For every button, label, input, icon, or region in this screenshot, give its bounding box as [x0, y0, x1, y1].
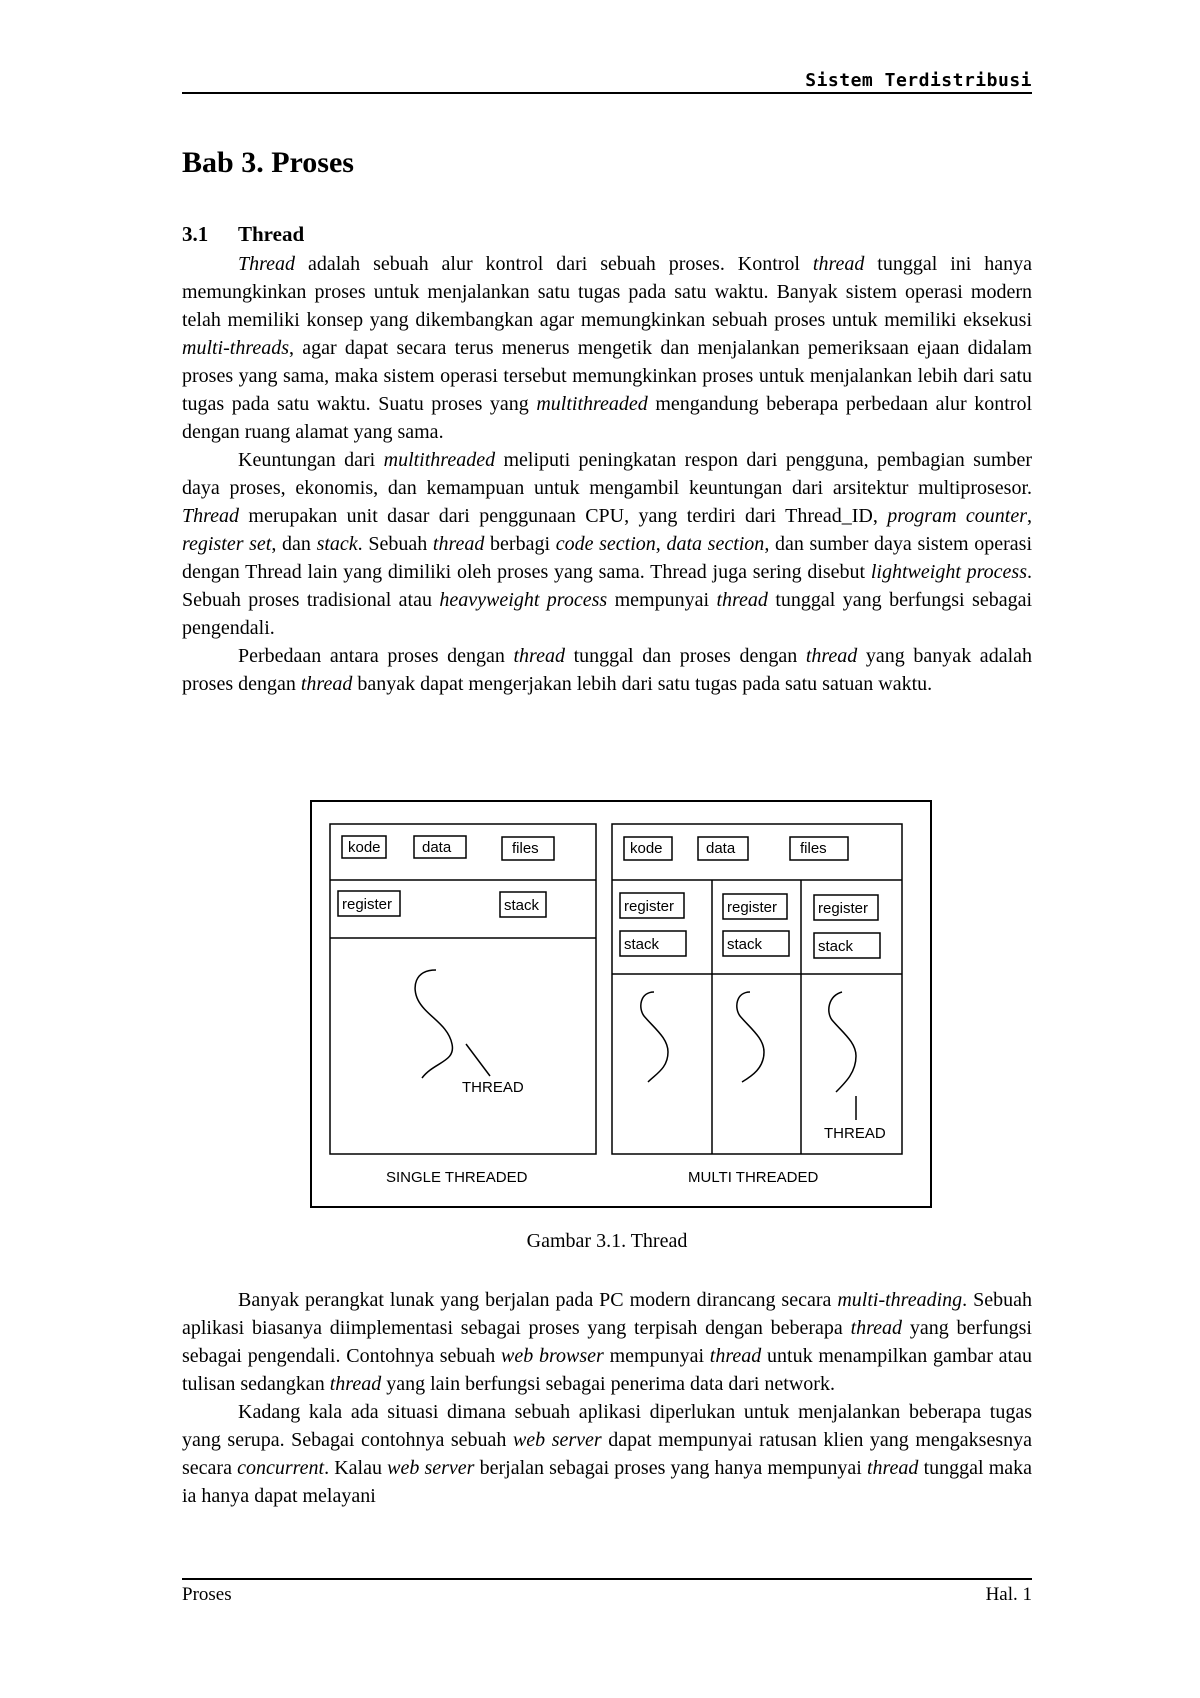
body-text-lower: [182, 1286, 1032, 1510]
page-number: Hal. 1: [985, 1584, 1032, 1605]
single-caption: SINGLE THREADED: [386, 1169, 528, 1186]
single-stack-label: stack: [504, 897, 540, 914]
paragraph: Thread adalah sebuah alur kontrol dari sebuah proses. Kontrol thread tunggal ini hanya memungkinkan proses untuk menjalankan satu tugas pada satu waktu. Banyak sistem operasi modern telah memiliki konsep yang dikembangkan agar memungkinkan sebuah proses untuk memiliki eksekusi multi-threads, agar dapat secara terus menerus mengetik dan menjalankan pemeriksaan ejaan didalam proses yang sama, maka sistem operasi tersebut memungkinkan proses untuk menjalankan lebih dari satu tugas pada satu waktu. Suatu proses yang multithreaded mengandung beberapa perbedaan alur kontrol dengan ruang alamat yang sama.: [182, 253, 1032, 443]
multi-register-label-1: register: [624, 898, 675, 915]
paragraph: Kadang kala ada situasi dimana sebuah aplikasi diperlukan untuk menjalankan beberapa tugas yang serupa. Sebagai contohnya sebuah web server dapat mempunyai ratusan klien yang mengaksesnya secara concurrent. Kalau web server berjalan sebagai proses yang hanya mempunyai thread tunggal maka ia hanya dapat melayani: [182, 1401, 1033, 1507]
footer-rule: [182, 1578, 1032, 1580]
footer-chapter: Proses: [182, 1584, 232, 1605]
body-text-upper: [182, 250, 1032, 698]
paragraph: Banyak perangkat lunak yang berjalan pada PC modern dirancang secara multi-threading. Sebuah aplikasi biasanya diimplementasi sebagai proses yang terpisah dengan beberapa thread yang berfungsi sebagai pengendali. Contohnya sebuah web browser mempunyai thread untuk menampilkan gambar atau tulisan sedangkan thread yang lain berfungsi sebagai penerima data dari network.: [182, 1289, 1032, 1395]
multi-kode-label: kode: [630, 840, 663, 857]
single-thread-label: THREAD: [462, 1079, 524, 1096]
single-process-box: [330, 824, 596, 1154]
multi-thread-label: THREAD: [824, 1125, 886, 1142]
thread-diagram: [310, 800, 932, 1208]
multi-thread-squiggle-1: [641, 992, 668, 1082]
paragraph: Perbedaan antara proses dengan thread tunggal dan proses dengan thread yang banyak adalah proses dengan thread banyak dapat mengerjakan lebih dari satu tugas pada satu satuan waktu.: [182, 645, 1032, 695]
section-heading: [182, 222, 304, 247]
section-number: 3.1: [182, 222, 209, 246]
single-files-label: files: [512, 840, 539, 857]
multi-caption: MULTI THREADED: [688, 1169, 819, 1186]
multi-thread-squiggle-3: [829, 992, 856, 1092]
running-header: Sistem Terdistribusi: [805, 70, 1032, 91]
multi-data-label: data: [706, 840, 736, 857]
multi-stack-label-2: stack: [727, 936, 763, 953]
multi-stack-label-3: stack: [818, 938, 854, 955]
section-title: Thread: [238, 222, 305, 246]
header-rule: [182, 92, 1032, 94]
single-kode-label: kode: [348, 839, 381, 856]
multi-thread-squiggle-2: [737, 992, 764, 1082]
multi-files-label: files: [800, 840, 827, 857]
multi-register-label-2: register: [727, 899, 778, 916]
multi-process-box: [612, 824, 902, 1154]
chapter-title: Bab 3. Proses: [182, 146, 354, 179]
paragraph: Keuntungan dari multithreaded meliputi peningkatan respon dari pengguna, pembagian sumber daya proses, ekonomis, dan kemampuan untuk mengambil keuntungan dari arsitektur multiprosesor. Thread merupakan unit dasar dari penggunaan CPU, yang terdiri dari Thread_ID, program counter, register set, dan stack. Sebuah thread berbagi code section, data section, dan sumber daya sistem operasi dengan Thread lain yang dimiliki oleh proses yang sama. Thread juga sering disebut lightweight process. Sebuah proses tradisional atau heavyweight process mempunyai thread tunggal yang berfungsi sebagai pengendali.: [182, 449, 1033, 639]
single-thread-squiggle: [415, 970, 452, 1078]
multi-stack-label-1: stack: [624, 936, 660, 953]
single-data-label: data: [422, 839, 452, 856]
single-register-label: register: [342, 896, 393, 913]
multi-register-label-3: register: [818, 900, 869, 917]
figure-caption: Gambar 3.1. Thread: [526, 1230, 688, 1252]
